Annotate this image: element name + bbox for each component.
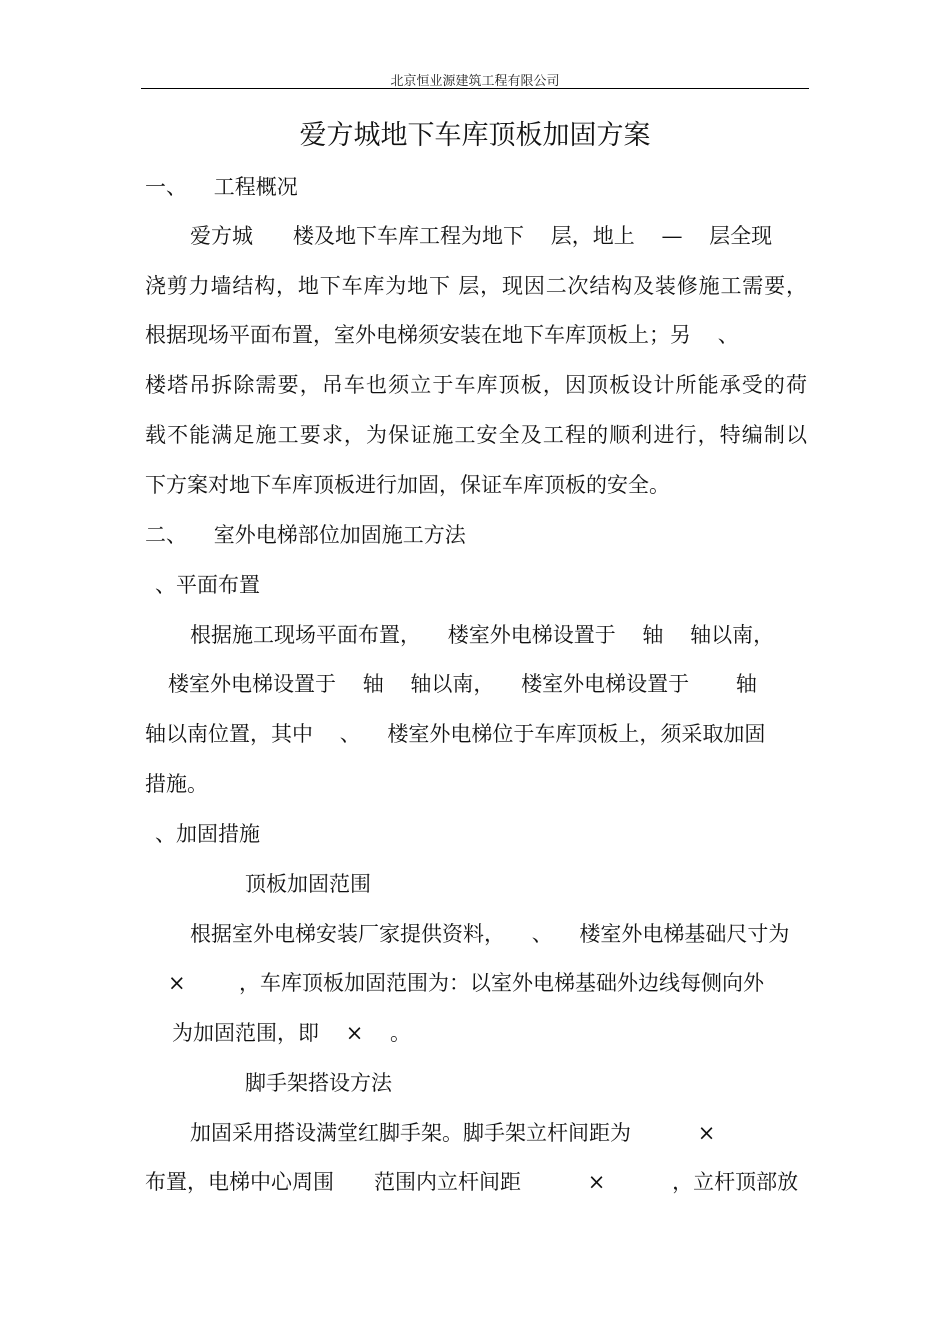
paragraph-line: 下方案对地下车库顶板进行加固，保证车库顶板的安全。 [145,473,670,497]
paragraph-line: 根据施工现场平面布置， 楼室外电梯设置于 轴 轴以南， [190,623,775,647]
paragraph-line: 为加固范围，即 × 。 [172,1021,411,1045]
document-title: 爱方城地下车库顶板加固方案 [299,120,651,151]
paragraph-line: 载不能满足施工要求，为保证施工安全及工程的顺利进行，特编制以 [145,423,807,447]
paragraph-line: × ，车库顶板加固范围为：以室外电梯基础外边线每侧向外 [168,971,764,995]
subsection-heading: 、加固措施 [155,822,260,846]
section-heading-1: 一、 工程概况 [145,175,298,199]
subsection-heading: 、平面布置 [155,573,260,597]
paragraph-line: 浇剪力墙结构，地下车库为地下 层，现因二次结构及装修施工需要， [145,274,807,298]
paragraph-line: 轴以南位置，其中 、 楼室外电梯位于车库顶板上，须采取加固 [145,722,766,746]
page-header-company: 北京恒业源建筑工程有限公司 [390,74,560,89]
paragraph-line: 爱方城 楼及地下车库工程为地下 层，地上 — 层全现 [190,224,773,248]
paragraph-line: 布置，电梯中心周围 范围内立杆间距 × ，立杆顶部放 [145,1170,799,1194]
paragraph-line: 楼塔吊拆除需要，吊车也须立于车库顶板，因顶板设计所能承受的荷 [145,373,807,397]
paragraph-line: 根据现场平面布置，室外电梯须安装在地下车库顶板上；另 、 [145,323,739,347]
paragraph-line: 措施。 [145,772,208,796]
header-divider [141,88,809,89]
section-heading-2: 二、 室外电梯部位加固施工方法 [145,523,466,547]
item-heading: 脚手架搭设方法 [245,1071,392,1095]
item-heading: 顶板加固范围 [245,872,371,896]
paragraph-line: 楼室外电梯设置于 轴 轴以南， 楼室外电梯设置于 轴 [168,672,757,696]
paragraph-line: 加固采用搭设满堂红脚手架。脚手架立杆间距为 × [190,1121,716,1145]
paragraph-line: 根据室外电梯安装厂家提供资料， 、 楼室外电梯基础尺寸为 [190,922,790,946]
